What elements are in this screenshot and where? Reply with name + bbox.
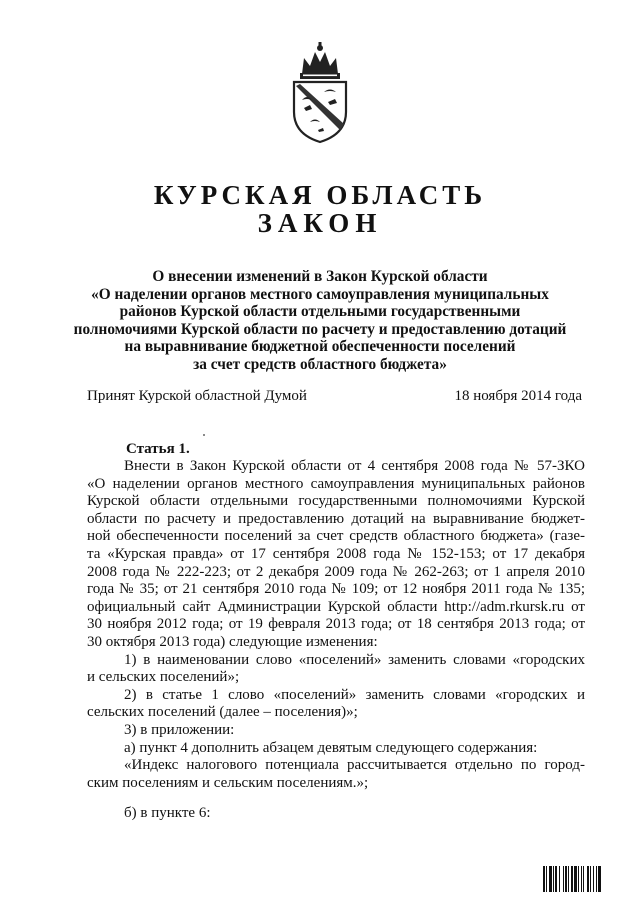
adopted-by: Принят Курской областной Думой xyxy=(87,388,307,404)
body-line: 1) в наименовании слово «поселений» заменить словами «городских xyxy=(124,651,585,668)
body-line: 30 ноября 2012 года; от 19 февраля 2013 года; от 18 сентября 2013 года; от xyxy=(87,616,585,633)
region-heading: КУРСКАЯ ОБЛАСТЬ xyxy=(153,180,487,210)
body-line: сельских поселений (далее – поселения)»; xyxy=(87,704,358,721)
body-line: официальный сайт Администрации Курской области http://adm.rkursk.ru от xyxy=(87,598,585,615)
body-line: года № 35; от 21 сентября 2010 года № 109; от 12 ноября 2011 года № 135; xyxy=(87,581,585,598)
body-line: 2) в статье 1 слово «поселений» заменить словами «городских и xyxy=(124,686,585,703)
body-line: 3) в приложении: xyxy=(124,721,235,738)
barcode-icon xyxy=(543,866,628,892)
document-type-heading: ЗАКОН xyxy=(257,208,383,238)
article-heading: Статья 1. xyxy=(126,441,190,457)
title-line: на выравнивание бюджетной обеспеченности поселений xyxy=(124,338,516,356)
body-line: а) пункт 4 дополнить абзацем девятым следующего содержания: xyxy=(124,739,538,756)
continuation-line: б) в пункте 6: xyxy=(124,805,211,821)
body-line: 2008 года № 222-223; от 2 декабря 2009 года № 262-263; от 1 апреля 2010 xyxy=(87,563,585,580)
article-body xyxy=(87,458,585,792)
law-title xyxy=(70,268,570,374)
body-line: Курской области отдельными государственными полномочиями Курской xyxy=(87,493,585,510)
title-line: за счет средств областного бюджета» xyxy=(193,355,447,373)
title-line: полномочиями Курской области по расчету и предоставлению дотаций xyxy=(73,320,567,338)
adoption-date: 18 ноября 2014 года xyxy=(454,388,582,404)
scan-speck xyxy=(203,434,205,436)
body-line: ной обеспеченности поселений за счет средств областного бюджета» (газе- xyxy=(87,528,585,545)
title-line: «О наделении органов местного самоуправления муниципальных xyxy=(91,285,549,303)
body-line: и сельских поселений»; xyxy=(87,669,240,686)
title-line: О внесении изменений в Закон Курской области xyxy=(152,268,488,285)
body-line: ским поселениям и сельским поселениям.»; xyxy=(87,774,369,791)
body-line: «Индекс налогового потенциала рассчитывается отдельно по город- xyxy=(124,757,585,774)
body-line: та «Курская правда» от 17 сентября 2008 года № 152-153; от 17 декабря xyxy=(87,545,585,562)
coat-of-arms-icon xyxy=(288,42,352,144)
body-line: «О наделении органов местного самоуправления муниципальных районов xyxy=(87,475,585,492)
body-line: Внести в Закон Курской области от 4 сентября 2008 года № 57-ЗКО xyxy=(124,458,585,474)
title-line: районов Курской области отдельными государственными xyxy=(119,303,521,321)
body-line: области по расчету и предоставлению дотаций на выравнивание бюджет- xyxy=(87,510,585,527)
body-line: 30 октября 2013 года) следующие изменения: xyxy=(87,633,378,650)
